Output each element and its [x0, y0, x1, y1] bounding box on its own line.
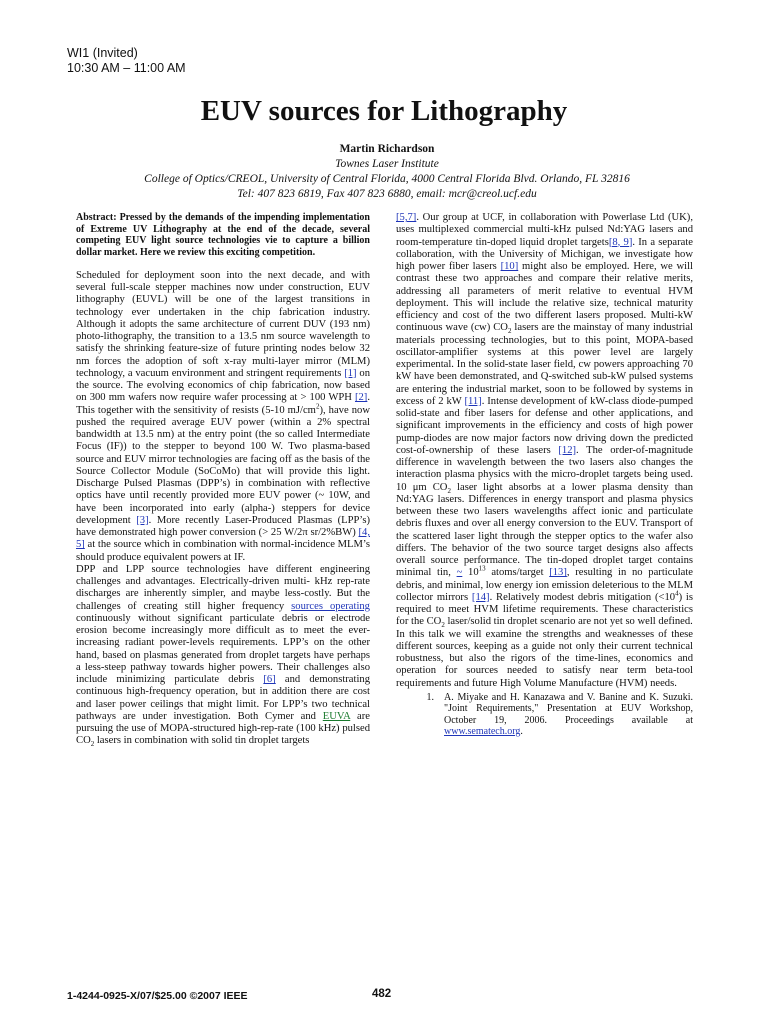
citation-link[interactable]: [6] [263, 674, 276, 686]
talk-paragraph: In this talk we will examine the strengths and weaknesses of these different sources, keeping as a guide not only their current technical robustness, but also the rigors of the time-lines, economics and operation for sources needed to satisfy near term beta-tool requirements and future High Volume Manufacture (HVM) needs. [396, 628, 693, 689]
reference-text: A. Miyake and H. Kanazawa and V. Banine and K. Suzuki. "Joint Requirements," Presentation at EUV Workshop, October 19, 2006. Proceedings available at www.sematech.org. [444, 691, 693, 738]
citation-link[interactable]: [14] [471, 591, 490, 603]
citation-link[interactable]: [3] [136, 514, 149, 526]
affiliation-contact: Tel: 407 823 6819, Fax 407 823 6880, email: mcr@creol.ucf.edu [237, 188, 537, 200]
author-name: Martin Richardson [339, 143, 435, 155]
sematech-link[interactable]: www.sematech.org [444, 726, 521, 738]
reference-number: 1. [426, 691, 434, 703]
tilde-link[interactable]: ~ [456, 567, 463, 579]
left-column [76, 212, 370, 748]
laser-paragraph: [5,7]. Our group at UCF, in collaboration with Powerlase Ltd (UK), uses multiplexed commercial multi-kHz pulsed Nd:YAG lasers and room-temperature tin-doped liquid droplet targets[8, 9]. In a separate collaboration, with the University of Michigan, we investigate how high power fiber lasers [10] might also be employed. Here, we will contrast these two approaches and compare their relative merits, addressing all parameters of merit relative to eventual HVM deployment. This will include the relative size, technical maturity efficiency and cost of the two different lasers proposed. Multi-kW continuous wave (cw) $CO_2$ lasers are the mainstay of many industrial materials processing technologies, but to this point, MOPA-based oscillator-amplifier systems at this power level are largely experimental. In the solid-state laser field, cw powers approaching 70 kW have been demonstrated, and Q-switched sub-kW pulsed systems are entering the industrial market, soon to be followed by systems in excess of 2 kW [11]. Intense development of kW-class diode-pumped solid-state and fiber lasers for defense and other applications, and significant improvements in the efficiency and costs of high power pump-diodes are now major factors now driving down the predicted cost-of-ownership of these lasers [12]. The order-of-magnitude difference in wavelength between the two lasers also changes the interaction plasma physics with the micro-droplet targets being used. 10 μm $CO_2$ laser light absorbs at a lower plasma density than Nd:YAG lasers. Differences in energy transport and plasma physics between these two lasers wavelengths affect ionic and particulate debris fluxes and over all energy conversion to the EUV. Transport of the scattered laser light through the stepper optics to the wafer also differs. The behavior of the two source target designs also affects overall source performance. The tin-doped droplet target contains minimal tin, ~ $10^{13}$ atoms/target [13], resulting in no particulate debris, and minimal, low energy ion emission deleterious to the MLM collector mirrors [14]. Relatively modest debris mitigation $(<10^4)$ is required to meet HVM lifetime requirements. These characteristics for the $CO_2$ laser/solid tin droplet scenario are not yet so well defined. [396, 212, 693, 630]
citation-link[interactable]: [1] [344, 367, 357, 379]
right-column [396, 212, 693, 738]
dpp-lpp-paragraph: DPP and LPP source technologies have different engineering challenges and advantages. Electrically-driven multi- kHz rep-rate discharges are inherently simpler, and maybe less-costly. But the challenges of creating still higher frequency sources operating continuously without significant particulate debris or electrode erosion become increasingly more difficult as to meet the ever-increasing radiant power-levels requirements. LPP’s on the other hand, based on plasmas generated from droplet targets have perhaps a less-steep pathway towards higher powers. Their challenges also include minimizing particulate debris [6] and demonstrating continuous high-frequency operation, but in addition there are cost and laser power ceilings that might limit. For LPP’s two technical pathways are under investigation. Both Cymer and EUVA are pursuing the use of MOPA-structured high-rep-rate (100 kHz) pulsed $CO_2$ lasers in combination with solid tin droplet targets [76, 563, 370, 749]
citation-link[interactable]: [12] [558, 444, 577, 456]
intro-paragraph: Scheduled for deployment soon into the next decade, and with several full-scale stepper machines now under construction, EUV lithography (EUVL) will be one of the largest transitions in technology ever undertaken in the chip fabrication industry. Although it adopts the same architecture of current DUV (193 nm) photo-lithography, the transition to a 13.5 nm source wavelength to satisfy the shrinking feature-size of future printing nodes below 32 nm forces the adoption of soft x-ray multi-layer mirror (MLM) technology, a vacuum environment and stringent requirements [1] on the source. The evolving economics of chip fabrication, now based on 300 mm wafers now require wafer processing at > 100 WPH [2]. This together with the sensitivity of resists (5-10 $mJ/cm^2$), have now pushed the required average EUV power (within a 2% spectral bandwidth at 13.5 nm) at the entry point (the so called Intermediate Focus (IF)) to the stepper to beyond 100 W. Two plasma-based source and EUV mirror technologies are facing off as the basis of the Source Collector Module (SoCoMo) that will provide this light. Discharge Pulsed Plasmas (DPP’s) in combination with reflective optics have until recently provided more EUV power (~ 10W, and have been incorporated into early (alpha-) steppers for device development [3]. More recently Laser-Produced Plasmas (LPP’s) have demonstrated high power conversion (> 25 W/2π sr/2%BW) [4, 5] at the source which in combination with normal-incidence MLM’s should produce equivalent powers at IF. [76, 269, 370, 563]
session-info [67, 46, 186, 76]
byline [80, 142, 694, 202]
reference-item [396, 692, 693, 738]
citation-link[interactable]: [8, 9] [608, 236, 633, 248]
citation-link[interactable]: [10] [500, 261, 519, 272]
session-code: WI1 (Invited) [67, 46, 138, 60]
citation-link[interactable]: [5,7] [396, 212, 417, 223]
sources-operating-link[interactable]: sources operating [291, 600, 370, 612]
affiliation-address: College of Optics/CREOL, University of Central Florida, 4000 Central Florida Blvd. Orlando, FL 32816 [144, 173, 630, 185]
session-time: 10:30 AM – 11:00 AM [67, 61, 186, 75]
abstract: Abstract: Pressed by the demands of the impending implementation of Extreme UV Lithography at the end of the decade, several competing EUV light source technologies vie to capture a billion dollar market. Here we review this exciting competition. [76, 212, 370, 259]
citation-link[interactable]: [11] [464, 395, 482, 407]
citation-link[interactable]: [4, 5] [76, 527, 370, 551]
citation-link[interactable]: [2] [354, 392, 368, 404]
citation-link[interactable]: [13] [549, 567, 567, 579]
euva-link[interactable]: EUVA [322, 710, 351, 722]
affiliation-institute: Townes Laser Institute [335, 158, 439, 170]
page-number: 482 [372, 988, 392, 1000]
paper-title: EUV sources for Lithography [200, 95, 568, 127]
footer-copyright: 1-4244-0925-X/07/$25.00 ©2007 IEEE [67, 990, 248, 1002]
